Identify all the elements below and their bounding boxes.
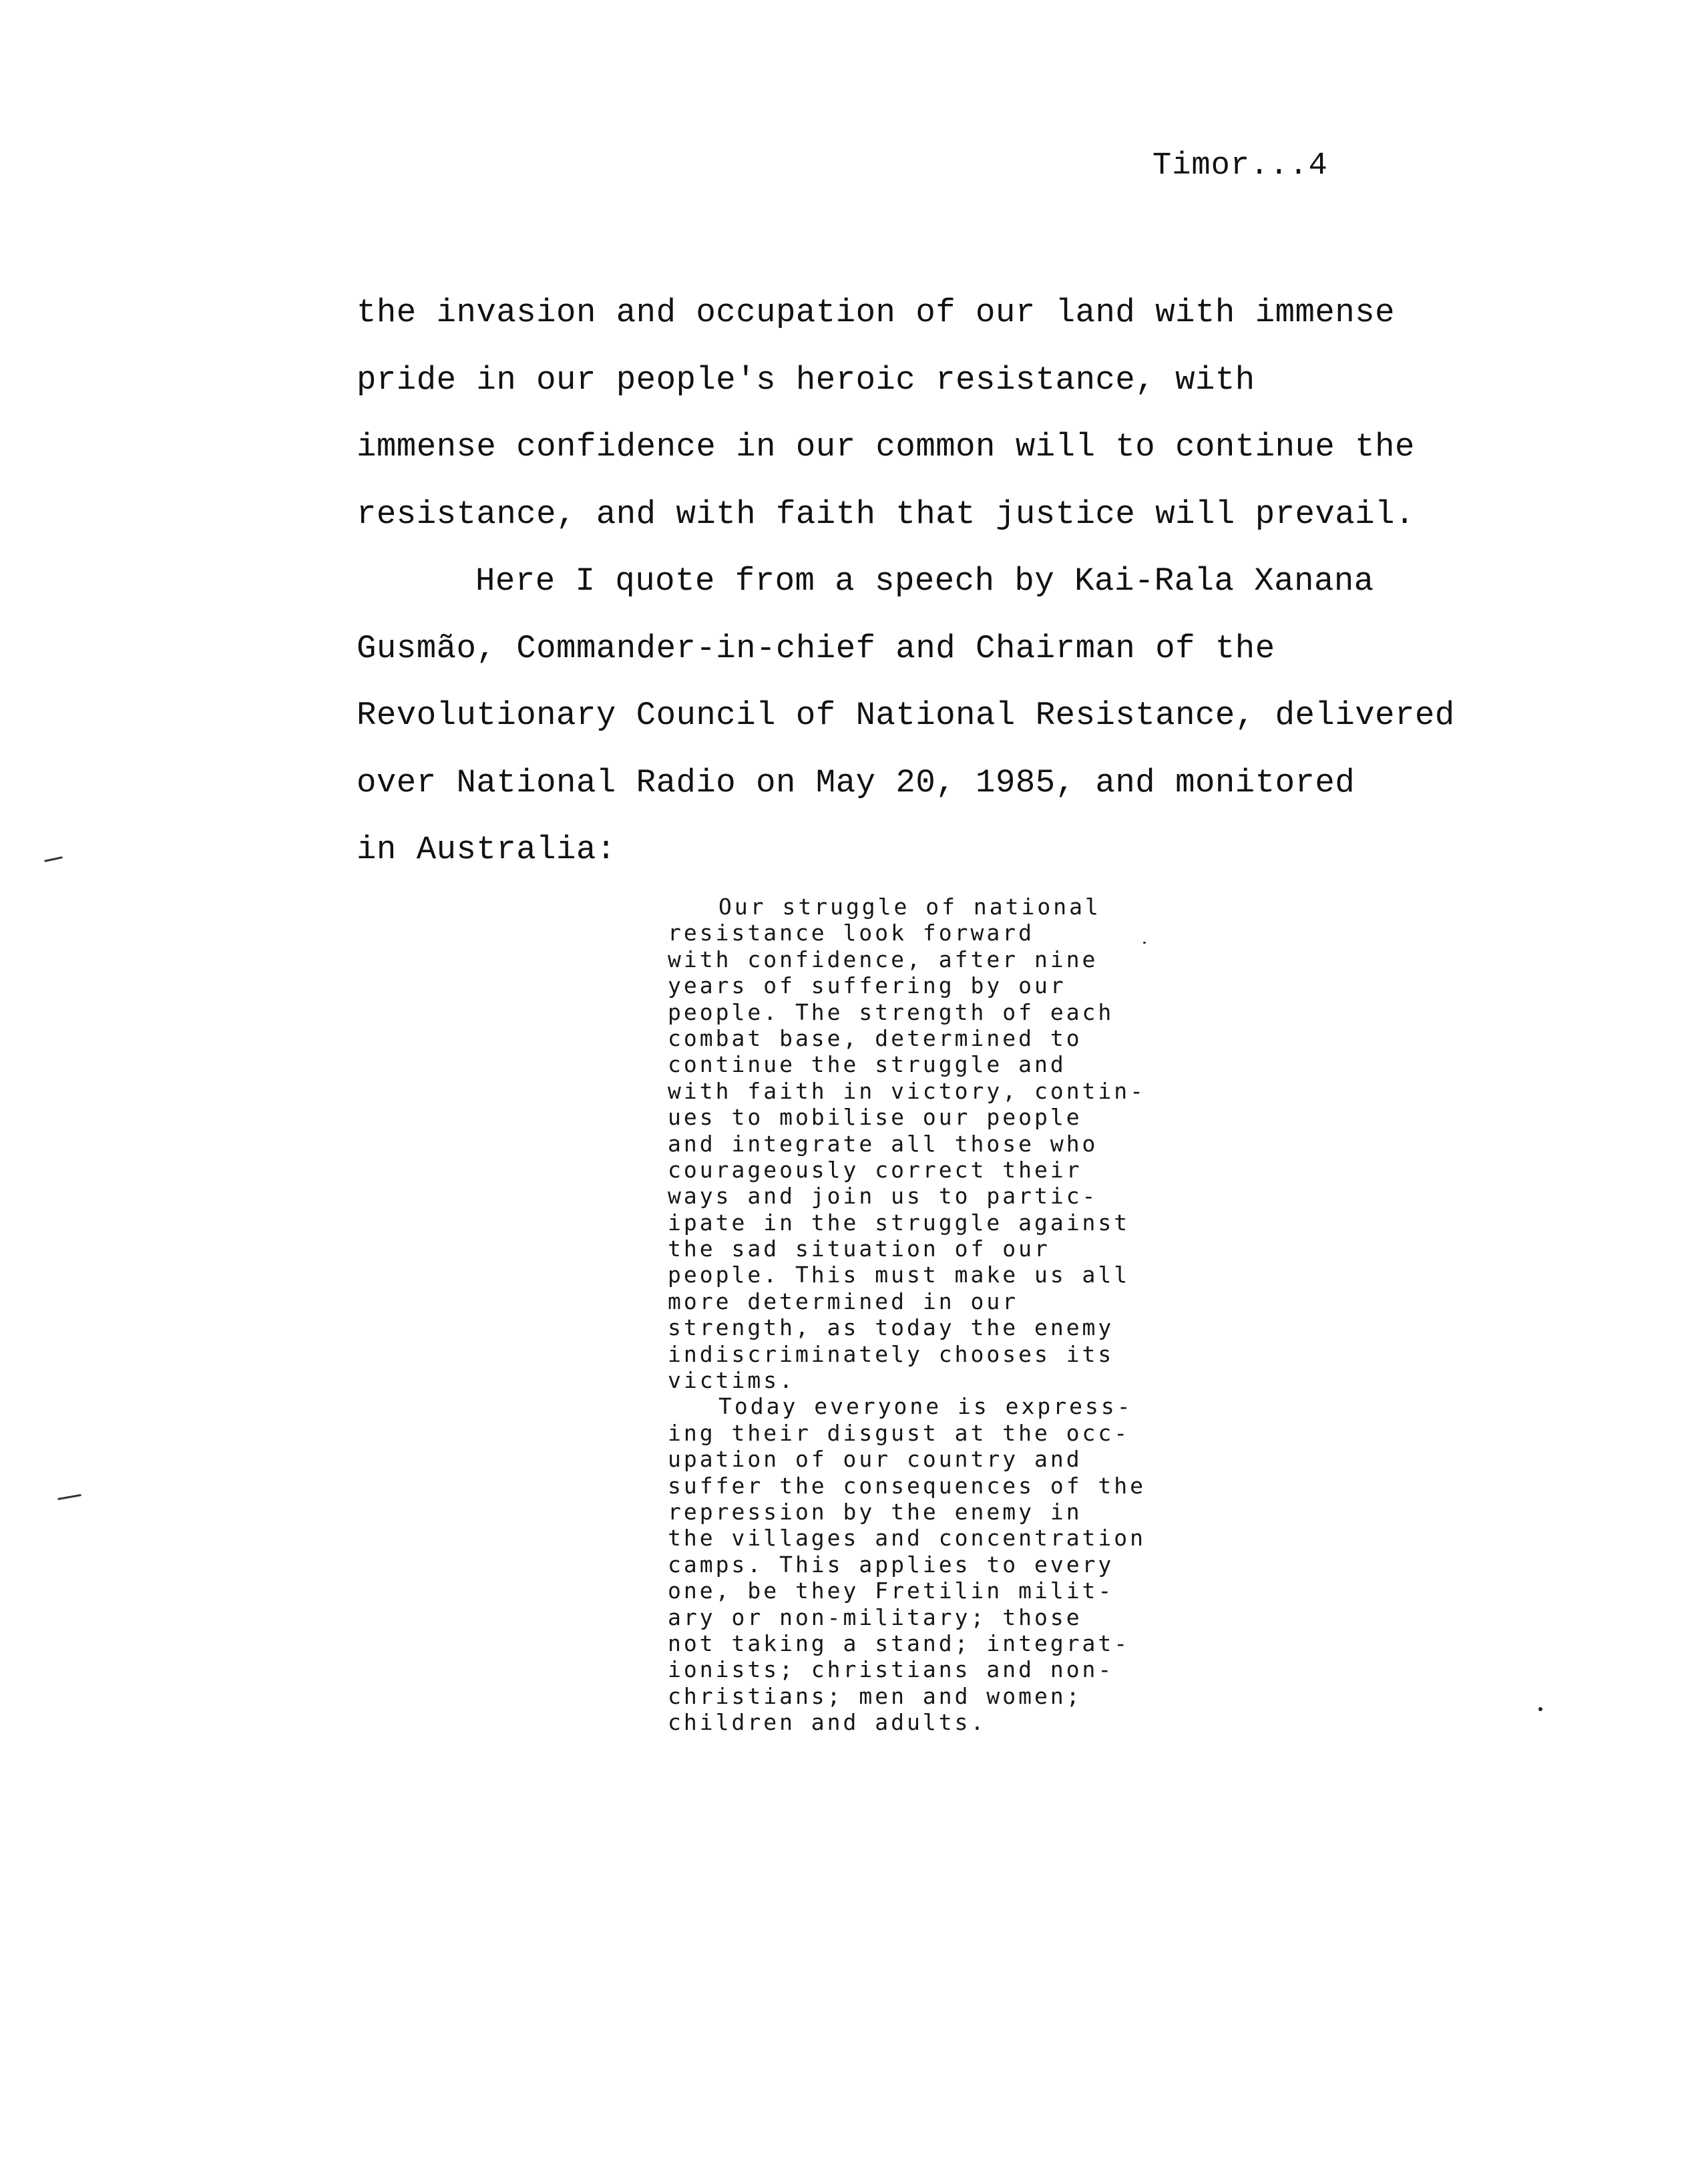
body-line: Revolutionary Council of National Resistance, delivered: [357, 697, 1455, 734]
scan-mark: [44, 856, 63, 862]
quote-line: people. The strength of each: [668, 998, 1114, 1025]
quote-line: continue the struggle and: [668, 1051, 1066, 1078]
body-line: immense confidence in our common will to continue the: [357, 428, 1415, 466]
quote-line: suffer the consequences of the: [668, 1472, 1146, 1499]
quote-line: camps. This applies to every: [668, 1551, 1114, 1578]
quote-line: resistance look forward: [668, 920, 1034, 946]
quote-line: repression by the enemy in: [668, 1498, 1082, 1525]
quote-line: one, be they Fretilin milit-: [668, 1578, 1114, 1604]
body-line: the invasion and occupation of our land with immense: [357, 294, 1396, 331]
quoted-speech: [668, 894, 1175, 1736]
quote-line: not taking a stand; integrat-: [668, 1630, 1130, 1656]
scan-speck: [1143, 942, 1146, 944]
quote-line: and integrate all those who: [668, 1130, 1098, 1157]
quote-line: with faith in victory, contin-: [668, 1077, 1146, 1104]
quote-line: indiscriminately chooses its: [668, 1340, 1114, 1367]
body-line: resistance, and with faith that justice will prevail.: [357, 495, 1415, 533]
body-line: in Australia:: [357, 831, 616, 868]
scan-speck: [1538, 1707, 1542, 1711]
quote-line: more determined in our: [668, 1288, 1019, 1314]
quote-line: Today everyone is express-: [718, 1393, 1133, 1420]
quote-line: victims.: [668, 1367, 795, 1394]
body-line: pride in our people's heroic resistance, with: [357, 361, 1255, 399]
quote-line: ing their disgust at the occ-: [668, 1419, 1130, 1446]
quote-line: courageously correct their: [668, 1156, 1082, 1183]
body-line: Here I quote from a speech by Kai-Rala Xanana: [475, 562, 1374, 600]
quote-line: upation of our country and: [668, 1446, 1082, 1473]
quote-line: ways and join us to partic-: [668, 1183, 1098, 1210]
body-line: Gusmão, Commander-in-chief and Chairman of the: [357, 629, 1275, 667]
quote-line: children and adults.: [668, 1709, 987, 1736]
quote-line: ues to mobilise our people: [668, 1104, 1082, 1131]
body-line: over National Radio on May 20, 1985, and monitored: [357, 763, 1355, 801]
scan-mark: [57, 1494, 81, 1500]
quote-line: Our struggle of national: [718, 894, 1101, 920]
quote-line: ary or non-military; those: [668, 1604, 1082, 1630]
quote-line: the sad situation of our: [668, 1236, 1050, 1262]
quote-line: ionists; christians and non-: [668, 1656, 1114, 1683]
body-text: [357, 279, 1545, 884]
quote-line: christians; men and women;: [668, 1682, 1082, 1709]
quote-line: the villages and concentration: [668, 1525, 1146, 1552]
page-reference: Timor...4: [1152, 148, 1328, 184]
quote-line: years of suffering by our: [668, 972, 1066, 999]
quote-line: combat base, determined to: [668, 1025, 1082, 1051]
quote-line: strength, as today the enemy: [668, 1314, 1114, 1341]
quote-line: ipate in the struggle against: [668, 1209, 1130, 1236]
quote-line: with confidence, after nine: [668, 946, 1098, 972]
quote-line: people. This must make us all: [668, 1262, 1130, 1288]
